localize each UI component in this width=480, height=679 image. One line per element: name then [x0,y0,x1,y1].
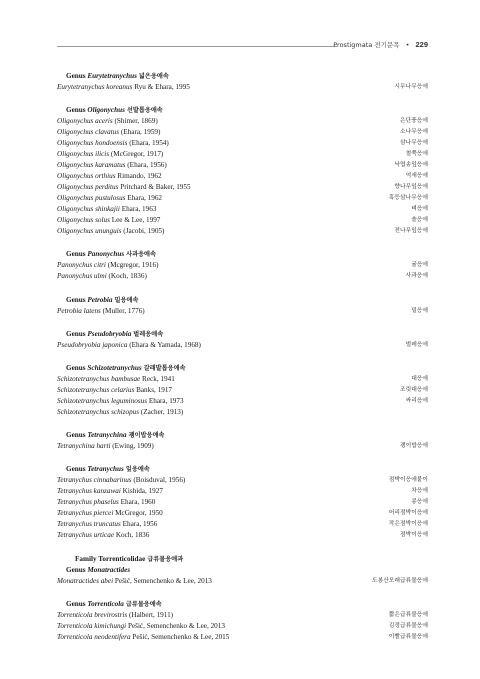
genus-section [57,249,428,282]
genus-korean-name: 잎응애속 [125,466,150,474]
species-korean-name: 은단풍응애 [400,118,428,125]
species-name: Oligonychus karamatus [57,161,126,170]
genus-section [57,295,428,317]
species-korean-name: 철쭉응애 [405,151,428,158]
genus-korean-name: 벌레응애속 [133,330,164,338]
species-name: Schizotetranychus bambusae [57,374,141,383]
species-scientific [57,82,190,93]
species-korean-name: 싸리응애 [405,397,428,404]
species-row [57,82,428,93]
species-row [57,396,428,407]
species-row [57,340,428,351]
species-row [57,576,428,587]
species-korean-name: 어리점박이응애 [388,510,428,517]
genus-heading: Genus Petrobia 밀응애속 [66,295,139,304]
species-scientific [57,340,201,351]
species-row [57,508,428,519]
species-name: Tetranychus truncatus [57,520,121,529]
species-row [57,260,428,271]
species-scientific [57,441,154,452]
genus-name: Panonychus [87,250,125,259]
species-row [57,374,428,385]
species-scientific [57,530,149,541]
species-row [57,171,428,182]
species-name: Oligonychus solus [57,216,110,225]
species-author: (Ehara, 1954) [129,139,169,148]
species-name: Tetranychus phaselus [57,498,119,507]
species-row [57,160,428,171]
running-head-subtitle: 전기문목 [374,41,400,49]
species-korean-name: 이빨급류물응애 [388,633,428,640]
species-author: Pešić, Semenchenko & Lee, 2013 [127,621,225,630]
genus-name: Tetranychina [87,431,127,440]
family-section [57,554,428,565]
species-scientific [57,576,212,587]
species-korean-name: 혹등삼나무응애 [388,195,428,202]
genus-heading: Genus Oligonychus 선발톱응애속 [66,106,163,115]
species-author: Rimando, 1962 [117,172,162,181]
genus-section [57,105,428,237]
genus-heading: Genus Schizotetranychus 갈래발톱응애속 [66,363,186,372]
species-author: Reck, 1941 [142,374,175,383]
species-scientific [57,204,156,215]
genus-name: Oligonychus [87,106,125,115]
species-scientific [57,396,184,407]
species-korean-name: 전나무잎응애 [394,228,428,235]
species-row [57,385,428,396]
species-author: McGregor, 1950 [115,509,163,518]
genus-section [57,363,428,418]
species-name: Schizotetranychus leguminosus [57,396,148,405]
species-author: Ehara, 1956 [122,520,158,529]
species-korean-name: 대응애 [411,375,428,382]
genus-name: Pseudobryobia [87,329,132,338]
species-korean-name: 점박이응애 [400,532,428,539]
species-author: (Koch, 1836) [108,272,147,281]
species-author: (Shimer, 1869) [114,117,158,126]
species-author: Ehara, 1963 [121,205,157,214]
genus-section [57,71,428,93]
species-scientific [57,160,167,171]
species-korean-name: 도봉산모래급류물응애 [372,577,428,584]
genus-heading: Genus Monatractides [66,565,131,574]
species-author: (Ewing, 1909) [112,442,154,451]
species-korean-name: 조릿대응애 [400,386,428,393]
species-scientific [57,127,160,138]
species-author: Pešić, Semenchenko & Lee, 2015 [132,632,230,641]
species-row [57,632,428,643]
species-scientific [57,226,164,237]
species-name: Eurytetranychus koreanus [57,83,133,91]
species-author: Ehara, 1962 [127,194,163,203]
species-name: Torrenticola kimichungi [57,621,127,630]
species-row [57,116,428,127]
genus-section [57,464,428,541]
species-scientific [57,475,185,486]
species-korean-name: 벌레응애 [405,341,428,348]
species-row [57,407,428,418]
species-korean-name: 짧은급류물응애 [388,611,428,618]
genus-section [57,430,428,452]
species-row [57,226,428,237]
species-scientific [57,519,157,530]
species-korean-name: 벼응애 [411,206,428,213]
species-author: Kishida, 1927 [122,487,163,496]
species-name: Pseudobryobia japonica [57,340,128,349]
species-scientific [57,138,169,149]
family-heading [57,554,428,565]
genus-heading: Genus Tetranychus 잎응애속 [66,465,150,474]
species-name: Oligonychus hondoensis [57,139,128,148]
species-korean-name: 귤응애 [411,262,428,269]
species-row [57,149,428,160]
species-name: Torrenticola brevirostris [57,610,128,619]
species-scientific [57,306,145,317]
species-row [57,271,428,282]
species-row [57,519,428,530]
species-scientific [57,632,229,643]
species-scientific [57,171,162,182]
species-name: Oligonychus aceris [57,117,113,126]
species-row [57,486,428,497]
genus-heading: Genus Eurytetranychus 넓은응애속 [66,72,169,80]
species-name: Oligonychus perditus [57,183,119,192]
species-korean-name: 콩응애 [411,499,428,506]
species-korean-name: 작은점박이응애 [388,521,428,528]
species-scientific [57,486,163,497]
family-korean-name: 급류물응애과 [147,555,184,563]
genus-korean-name: 괭이밥응애속 [128,432,165,440]
species-name: Oligonychus clavatus [57,128,120,137]
species-name: Panonychus ulmi [57,272,107,281]
species-author: (Jacobi, 1905) [123,227,165,236]
species-scientific [57,374,175,385]
species-scientific [57,116,158,127]
species-author: (Muller, 1776) [102,306,145,315]
genus-section [57,329,428,351]
species-scientific [57,497,155,508]
genus-korean-name: 넓은응애속 [138,73,169,80]
species-row [57,530,428,541]
species-name: Monatractides abei [57,576,114,585]
species-row [57,127,428,138]
species-author: Pritchard & Baker, 1955 [120,183,191,192]
genus-section [57,599,428,643]
genus-heading: Genus Pseudobryobia 벌레응애속 [66,329,164,338]
genus-heading: Genus Panonychus 사과응애속 [66,250,157,259]
species-row [57,610,428,621]
species-korean-name: 향나무잎응애 [394,184,428,191]
genus-korean-name: 밀응애속 [114,296,139,304]
species-name: Tetranychus kanzawai [57,487,121,496]
species-name: Tetranychus piercei [57,509,114,518]
species-name: Panonychus citri [57,261,106,270]
species-row [57,306,428,317]
page-number: 229 [415,40,428,49]
species-scientific [57,182,191,193]
species-author: (Mcgregor, 1916) [107,261,159,270]
species-name: Schizotetranychus celarius [57,385,135,394]
species-scientific [57,508,163,519]
species-name: Tetranychina harti [57,442,111,451]
genus-korean-name: 급류물응애속 [125,600,162,608]
species-scientific [57,260,159,271]
species-name: Oligonychus ilicis [57,150,110,159]
species-scientific [57,271,147,282]
species-author: Ehara, 1960 [120,498,156,507]
species-scientific [57,610,173,621]
species-korean-name: 점박이응애붙이 [388,477,428,484]
species-scientific [57,215,160,226]
genus-name: Schizotetranychus [87,363,142,372]
species-author: (Halbert, 1911) [129,610,174,619]
genus-name: Torrenticola [87,599,124,608]
genus-heading: Genus Tetranychina 괭이밥응애속 [66,431,165,440]
running-head-bullet: • [405,41,410,49]
species-name: Oligonychus pustulosus [57,194,126,203]
species-korean-name: 시무나무응애 [394,84,428,90]
species-korean-name: 괭이밥응애 [400,443,428,450]
header-rule [57,46,337,47]
species-author: Lee & Lee, 1997 [111,216,161,225]
species-author: (Ehara, 1956) [127,161,167,170]
species-row [57,138,428,149]
species-name: Tetranychus cinnabarinus [57,476,132,485]
species-korean-name: 김정급류물응애 [388,622,428,629]
species-name: Schizotetranychus schizopus [57,407,140,416]
species-korean-name: 차응애 [411,488,428,495]
species-author: Banks, 1917 [136,385,172,394]
species-author: (Boisduval, 1956) [133,476,186,485]
species-name: Torrenticola neodentifera [57,632,131,641]
species-row [57,475,428,486]
species-author: (Ehara, 1959) [120,128,161,137]
species-scientific [57,407,183,418]
species-name: Oligonychus orthius [57,172,116,181]
species-author: Pešić, Semenchenko & Lee, 2013 [114,576,212,585]
running-head [333,40,428,49]
species-name: Oligonychus ununguis [57,227,122,236]
species-author: (Ehara & Yamada, 1968) [129,340,201,349]
genus-section [57,565,428,587]
genus-korean-name: 사과응애속 [126,251,157,259]
species-korean-name: 소나무응애 [400,129,428,136]
genus-heading: Genus Torrenticola 급류물응애속 [66,599,162,608]
genus-korean-name: 갈래발톱응애속 [143,364,186,372]
species-korean-name: 밀응애 [411,307,428,314]
genus-name: Monatractides [87,565,131,574]
species-row [57,204,428,215]
species-row [57,182,428,193]
species-author: (McGregor, 1917) [110,150,164,159]
species-korean-name: 낙엽송잎응애 [394,162,428,169]
running-head-section: Prostigmata [333,41,373,49]
genus-name: Tetranychus [87,465,124,474]
species-author: Ehara, 1973 [148,396,184,405]
species-scientific [57,385,172,396]
species-korean-name: 삼나무응애 [400,140,428,147]
species-name: Tetranychus urticae [57,531,115,540]
species-checklist [57,71,428,655]
species-author: Koch, 1836 [115,531,150,540]
species-author: Ryu & Ehara, 1995 [134,83,190,91]
species-scientific [57,149,163,160]
species-scientific [57,621,225,632]
genus-korean-name: 선발톱응애속 [126,107,163,115]
species-row [57,621,428,632]
species-row [57,193,428,204]
species-korean-name: 사과응애 [405,273,428,280]
species-author: (Zacher, 1913) [140,407,184,416]
family-name: Family Torrenticolidae [75,554,146,563]
species-row [57,215,428,226]
species-name: Oligonychus shinkajii [57,205,120,214]
genus-name: Petrobia [87,295,113,304]
species-name: Petrobia latens [57,306,101,315]
species-korean-name: 솔응애 [411,217,428,224]
species-row [57,497,428,508]
genus-name: Eurytetranychus [87,72,137,80]
species-scientific [57,193,162,204]
species-row [57,441,428,452]
species-korean-name: 억새응애 [405,173,428,180]
